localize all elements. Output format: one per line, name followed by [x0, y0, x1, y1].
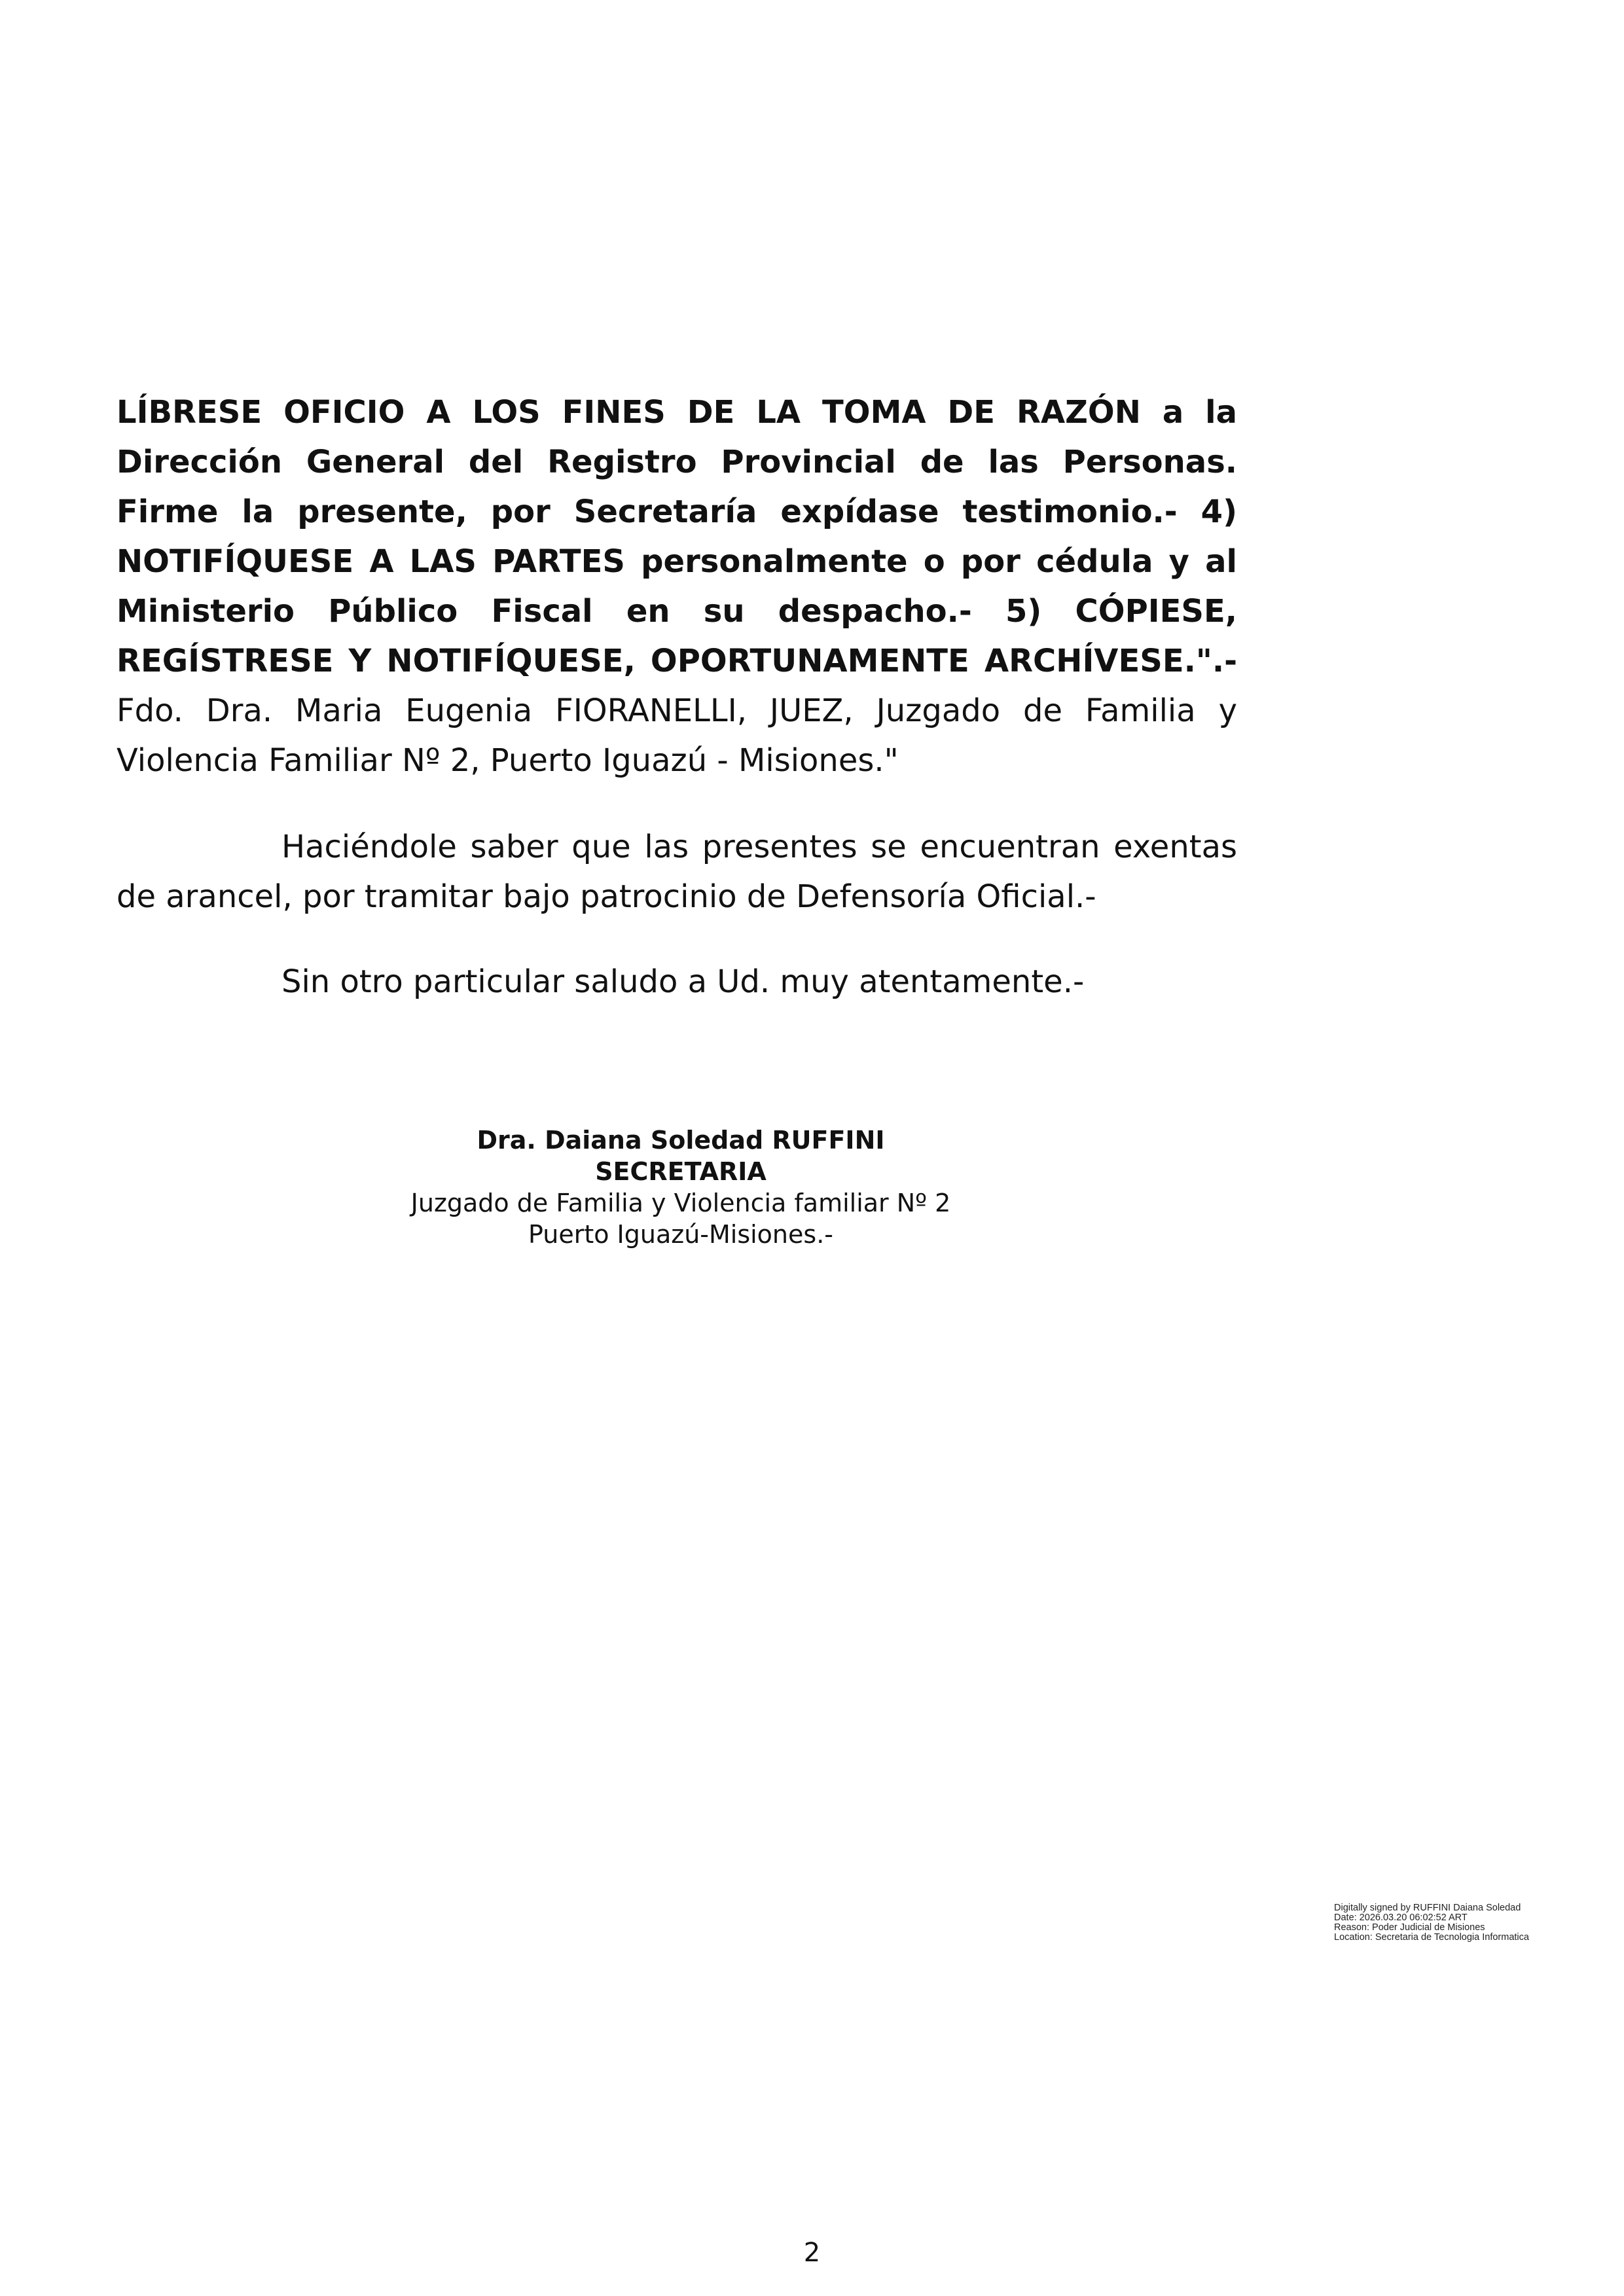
digital-sign-reason: Reason: Poder Judicial de Misiones [1334, 1922, 1485, 1933]
closing-paragraph: Sin otro particular saludo a Ud. muy atentamente.- [281, 963, 1085, 1000]
signer-court: Juzgado de Familia y Violencia familiar Nº 2 [410, 1189, 951, 1217]
resolution-bold-text: LÍBRESE OFICIO A LOS FINES DE LA TOMA DE RAZÓN a la Dirección General del Registro Provincial de las Personas. Firme la presente, por Secretaría expídase testimonio.- 4) NOTIFÍQUESE A LAS PARTES personalmente o por cédula y al Ministerio Público Fiscal en su despacho.- 5) CÓPIESE, REGÍSTRESE Y NOTIFÍQUESE, OPORTUNAMENTE ARCHÍVESE.".- [117, 394, 1237, 679]
resolution-signer-text: Fdo. Dra. Maria Eugenia FIORANELLI, JUEZ, Juzgado de Familia y Violencia Familiar Nº 2, Puerto Iguazú - Misiones." [117, 692, 1237, 779]
digital-signature-stamp [1334, 1903, 1543, 1943]
signer-role: SECRETARIA [595, 1157, 767, 1186]
signature-block [327, 1124, 1034, 1250]
page-number: 2 [803, 2238, 821, 2268]
signer-name: Dra. Daiana Soledad RUFFINI [477, 1126, 885, 1155]
digital-sign-location: Location: Secretaria de Tecnologia Informatica [1334, 1932, 1529, 1943]
signer-place: Puerto Iguazú-Misiones.- [528, 1220, 833, 1249]
exemption-paragraph: Haciéndole saber que las presentes se encuentran exentas de arancel, por tramitar bajo patrocinio de Defensoría Oficial.- [117, 829, 1237, 915]
digital-sign-date: Date: 2026.03.20 06:02:52 ART [1334, 1912, 1468, 1923]
resolution-paragraph [117, 387, 1237, 785]
digital-signed-by: Digitally signed by RUFFINI Daiana Soledad [1334, 1903, 1521, 1913]
